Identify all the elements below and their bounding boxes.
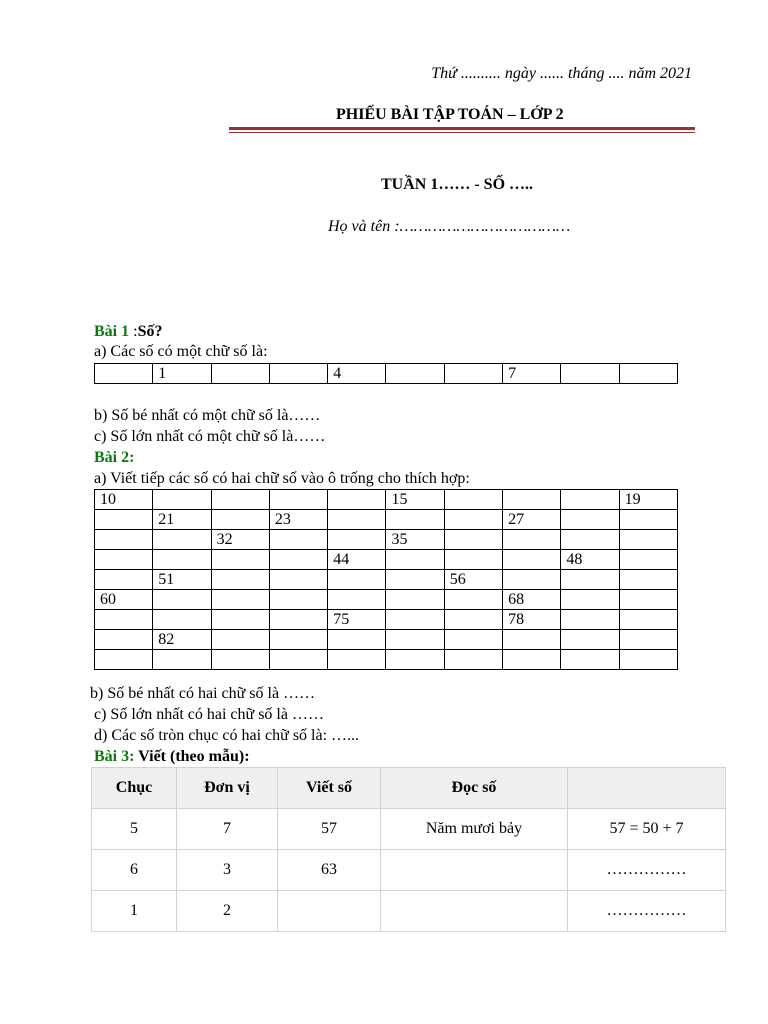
grid-cell: 32	[211, 530, 269, 550]
grid-cell	[386, 610, 444, 630]
grid-cell	[386, 570, 444, 590]
grid-cell	[328, 490, 386, 510]
bai2-number-grid	[94, 489, 678, 670]
title-rule-thick	[229, 127, 695, 130]
table-cell	[278, 891, 381, 932]
grid-cell: 75	[328, 610, 386, 630]
bai3-label: Bài 3:	[94, 748, 135, 765]
column-header: Viết số	[278, 768, 381, 809]
grid-cell	[95, 610, 153, 630]
grid-cell	[561, 570, 619, 590]
grid-cell	[211, 610, 269, 630]
grid-cell	[269, 610, 327, 630]
grid-cell	[153, 550, 211, 570]
grid-cell	[386, 630, 444, 650]
grid-cell	[561, 510, 619, 530]
table-cell: Năm mươi bảy	[381, 809, 568, 850]
grid-cell	[503, 570, 561, 590]
grid-cell	[444, 630, 502, 650]
table-cell: 57	[278, 809, 381, 850]
answer-cell: 1	[153, 364, 211, 384]
grid-cell	[619, 650, 677, 670]
grid-cell	[269, 630, 327, 650]
grid-cell	[95, 510, 153, 530]
bai2-label: Bài 2:	[94, 449, 135, 466]
grid-cell	[561, 530, 619, 550]
grid-cell	[619, 570, 677, 590]
title-rule-thin	[229, 132, 695, 133]
grid-cell: 27	[503, 510, 561, 530]
grid-cell	[444, 550, 502, 570]
grid-cell	[211, 550, 269, 570]
table-cell: 57 = 50 + 7	[568, 809, 726, 850]
bai3-table	[91, 767, 726, 932]
grid-cell	[444, 510, 502, 530]
grid-row	[95, 650, 678, 670]
week-label: TUẦN 1…… - SỐ …..	[381, 176, 534, 193]
grid-cell	[269, 490, 327, 510]
bai1-part-b: b) Số bé nhất có một chữ số là……	[94, 407, 321, 424]
table-row	[92, 891, 726, 932]
grid-cell	[386, 590, 444, 610]
bai1-heading	[94, 322, 162, 342]
column-header: Đơn vị	[177, 768, 278, 809]
grid-cell	[444, 590, 502, 610]
grid-cell	[444, 530, 502, 550]
grid-cell: 56	[444, 570, 502, 590]
answer-cell	[95, 364, 153, 384]
bai3-header-row	[92, 768, 726, 809]
table-cell: 5	[92, 809, 177, 850]
grid-row	[95, 490, 678, 510]
bai1-row	[95, 364, 678, 384]
grid-cell	[211, 510, 269, 530]
grid-cell	[153, 490, 211, 510]
grid-cell	[269, 550, 327, 570]
grid-cell: 60	[95, 590, 153, 610]
table-cell: 63	[278, 850, 381, 891]
grid-cell	[95, 550, 153, 570]
grid-cell	[328, 630, 386, 650]
grid-row	[95, 590, 678, 610]
bai1-prompt: Số?	[137, 323, 163, 340]
grid-cell	[211, 650, 269, 670]
grid-cell	[95, 530, 153, 550]
worksheet-title: PHIẾU BÀI TẬP TOÁN – LỚP 2	[336, 106, 564, 123]
table-cell: ……………	[568, 850, 726, 891]
grid-cell: 68	[503, 590, 561, 610]
grid-cell	[153, 590, 211, 610]
bai3-prompt: Viết (theo mẫu):	[134, 748, 250, 765]
grid-cell	[444, 610, 502, 630]
table-cell	[381, 850, 568, 891]
grid-row	[95, 530, 678, 550]
grid-cell	[503, 650, 561, 670]
table-row	[92, 809, 726, 850]
grid-cell	[619, 550, 677, 570]
bai2-part-c: c) Số lớn nhất có hai chữ số là ……	[94, 706, 324, 723]
grid-cell	[153, 530, 211, 550]
bai1-separator: :	[129, 323, 138, 340]
bai3-heading	[94, 747, 250, 767]
table-row	[92, 850, 726, 891]
grid-cell	[561, 490, 619, 510]
answer-cell	[386, 364, 444, 384]
table-cell: 3	[177, 850, 278, 891]
grid-cell: 51	[153, 570, 211, 590]
table-cell: 2	[177, 891, 278, 932]
grid-cell	[269, 570, 327, 590]
grid-cell	[503, 530, 561, 550]
table-cell	[381, 891, 568, 932]
grid-cell	[328, 530, 386, 550]
grid-cell	[386, 650, 444, 670]
grid-cell	[619, 590, 677, 610]
grid-cell	[328, 510, 386, 530]
grid-cell	[153, 610, 211, 630]
bai1-number-row	[94, 363, 678, 384]
column-header: Chục	[92, 768, 177, 809]
grid-cell	[444, 650, 502, 670]
grid-cell: 19	[619, 490, 677, 510]
bai1-label: Bài 1	[94, 323, 130, 340]
grid-cell	[561, 590, 619, 610]
grid-cell: 35	[386, 530, 444, 550]
bai2-part-d: d) Các số tròn chục có hai chữ số là: …...	[94, 727, 360, 744]
grid-row	[95, 550, 678, 570]
grid-cell	[269, 590, 327, 610]
answer-cell	[211, 364, 269, 384]
table-cell: ……………	[568, 891, 726, 932]
grid-cell: 21	[153, 510, 211, 530]
answer-cell	[561, 364, 619, 384]
grid-cell	[503, 630, 561, 650]
grid-cell	[211, 630, 269, 650]
grid-cell	[328, 570, 386, 590]
answer-cell	[619, 364, 677, 384]
grid-cell	[619, 510, 677, 530]
grid-cell	[211, 590, 269, 610]
date-line: Thứ .......... ngày ...... tháng .... năm 2021	[431, 65, 692, 82]
table-cell: 1	[92, 891, 177, 932]
grid-cell	[211, 490, 269, 510]
grid-cell	[619, 610, 677, 630]
grid-cell	[269, 530, 327, 550]
bai1-part-a: a) Các số có một chữ số là:	[94, 343, 268, 360]
answer-cell	[444, 364, 502, 384]
column-header	[568, 768, 726, 809]
grid-cell	[269, 650, 327, 670]
grid-cell	[619, 530, 677, 550]
grid-cell: 78	[503, 610, 561, 630]
grid-cell	[95, 570, 153, 590]
grid-cell	[619, 630, 677, 650]
grid-cell	[95, 630, 153, 650]
answer-cell: 4	[328, 364, 386, 384]
grid-cell	[561, 630, 619, 650]
grid-cell	[386, 550, 444, 570]
grid-cell: 82	[153, 630, 211, 650]
grid-cell	[328, 590, 386, 610]
grid-cell	[386, 510, 444, 530]
bai2-part-a: a) Viết tiếp các số có hai chữ số vào ô trống cho thích hợp:	[94, 470, 470, 487]
answer-cell: 7	[503, 364, 561, 384]
grid-cell: 48	[561, 550, 619, 570]
grid-cell: 44	[328, 550, 386, 570]
grid-cell	[503, 550, 561, 570]
bai2-part-b: b) Số bé nhất có hai chữ số là ……	[90, 685, 316, 702]
grid-cell	[211, 570, 269, 590]
grid-cell	[95, 650, 153, 670]
grid-row	[95, 630, 678, 650]
grid-cell	[561, 610, 619, 630]
grid-cell	[153, 650, 211, 670]
grid-row	[95, 510, 678, 530]
student-name-line: Họ và tên :………………………………	[328, 218, 571, 235]
grid-cell: 10	[95, 490, 153, 510]
table-cell: 6	[92, 850, 177, 891]
bai1-part-c: c) Số lớn nhất có một chữ số là……	[94, 428, 326, 445]
grid-cell	[328, 650, 386, 670]
grid-cell	[503, 490, 561, 510]
grid-cell: 23	[269, 510, 327, 530]
grid-row	[95, 610, 678, 630]
answer-cell	[269, 364, 327, 384]
grid-cell	[444, 490, 502, 510]
grid-cell	[561, 650, 619, 670]
grid-cell: 15	[386, 490, 444, 510]
table-cell: 7	[177, 809, 278, 850]
column-header: Đọc số	[381, 768, 568, 809]
grid-row	[95, 570, 678, 590]
